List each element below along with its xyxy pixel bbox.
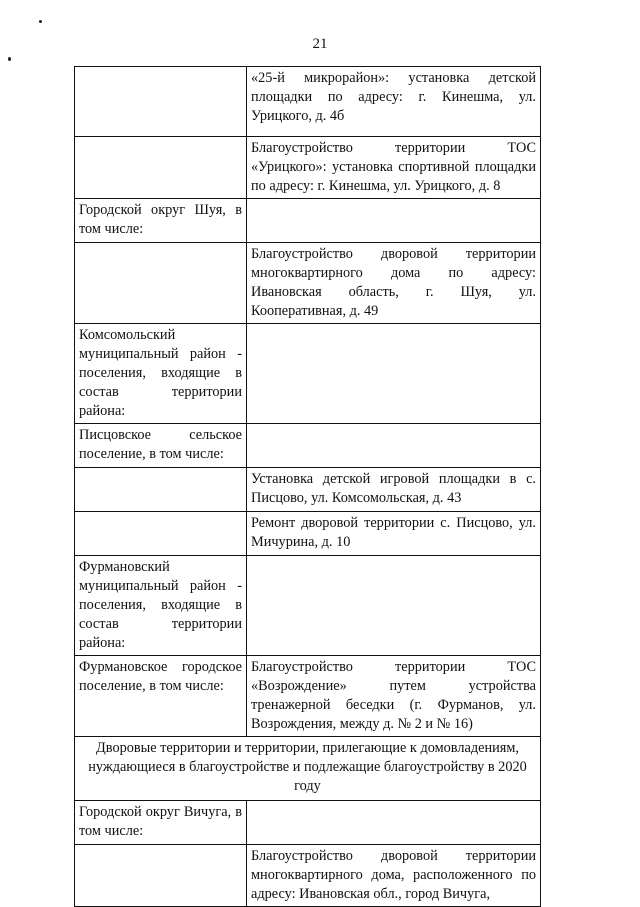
table-row: [75, 512, 541, 556]
cell-project: [247, 324, 541, 424]
table-row: [75, 243, 541, 324]
table-row: [75, 67, 541, 137]
cell-project: Установка детской игровой площадки в с. Писцово, ул. Комсомольская, д. 43: [247, 468, 541, 512]
table-row: [75, 845, 541, 907]
cell-project: [247, 556, 541, 656]
section-heading: Дворовые территории и территории, прилегающие к домовладениям, нуждающиеся в благоустройстве и подлежащие благоустройству в 2020 году: [75, 737, 541, 801]
cell-municipality: Фурмановское городское поселение, в том числе:: [75, 656, 247, 737]
table-row: [75, 556, 541, 656]
cell-municipality: Комсомольский муниципальный район - поселения, входящие в состав территории района:: [75, 324, 247, 424]
table-row: [75, 424, 541, 468]
cell-municipality: [75, 243, 247, 324]
table-row: [75, 468, 541, 512]
cell-municipality: Городской округ Шуя, в том числе:: [75, 199, 247, 243]
cell-project: Благоустройство территории ТОС «Возрождение» путем устройства тренажерной беседки (г. Фурманов, ул. Возрождения, между д. № 2 и № 16): [247, 656, 541, 737]
scan-speck: [8, 57, 11, 61]
cell-municipality: Писцовское сельское поселение, в том числе:: [75, 424, 247, 468]
cell-project: Благоустройство дворовой территории многоквартирного дома, расположенного по адресу: Ивановская обл., город Вичуга,: [247, 845, 541, 907]
cell-municipality: [75, 845, 247, 907]
scan-speck: [39, 20, 42, 23]
cell-municipality: Городской округ Вичуга, в том числе:: [75, 801, 247, 845]
table-row: [75, 199, 541, 243]
section-heading-row: [75, 737, 541, 801]
cell-municipality: [75, 512, 247, 556]
cell-project: [247, 424, 541, 468]
cell-project: Ремонт дворовой территории с. Писцово, ул. Мичурина, д. 10: [247, 512, 541, 556]
table-row: [75, 801, 541, 845]
cell-municipality: [75, 468, 247, 512]
table-row: [75, 324, 541, 424]
cell-municipality: [75, 137, 247, 199]
table-row: [75, 656, 541, 737]
cell-project: Благоустройство дворовой территории многоквартирного дома по адресу: Ивановская область, г. Шуя, ул. Кооперативная, д. 49: [247, 243, 541, 324]
cell-project: [247, 801, 541, 845]
improvement-table: [74, 66, 541, 907]
cell-municipality: [75, 67, 247, 137]
page-number: 21: [312, 36, 328, 52]
cell-project: Благоустройство территории ТОС «Урицкого»: установка спортивной площадки по адресу: г. Кинешма, ул. Урицкого, д. 8: [247, 137, 541, 199]
table-row: [75, 137, 541, 199]
cell-project: «25-й микрорайон»: установка детской площадки по адресу: г. Кинешма, ул. Урицкого, д. 4б: [247, 67, 541, 137]
cell-project: [247, 199, 541, 243]
cell-municipality: Фурмановский муниципальный район - поселения, входящие в состав территории района:: [75, 556, 247, 656]
